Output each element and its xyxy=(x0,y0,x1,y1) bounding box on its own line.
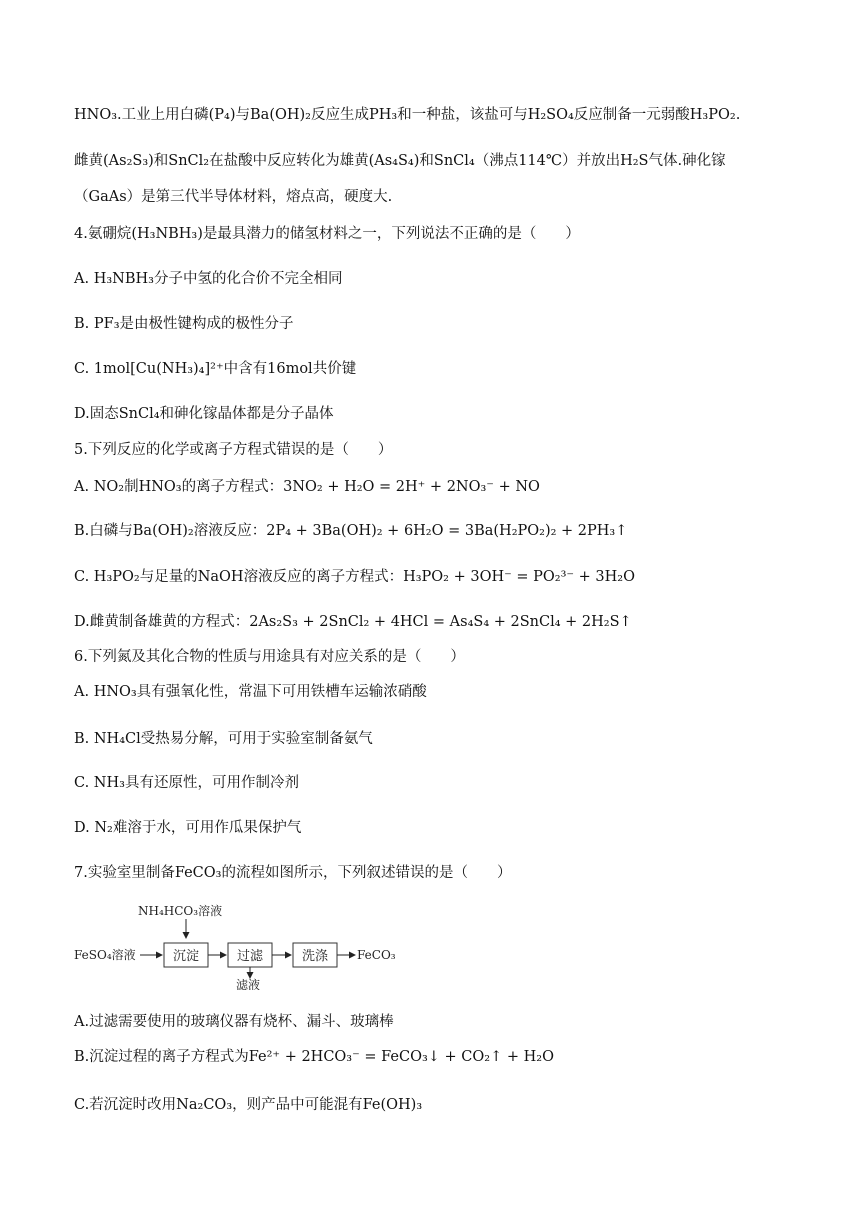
question-5-option-d: D.雌黄制备雄黄的方程式：2As₂S₃ + 2SnCl₂ + 4HCl = As₄S₄ + 2SnCl₄ + 2H₂S↑ xyxy=(74,614,632,630)
flow-byproduct-label: 滤液 xyxy=(236,978,261,990)
question-7-stem: 7.实验室里制备FeCO₃的流程如图所示，下列叙述错误的是（ ） xyxy=(74,865,512,881)
flowchart xyxy=(74,900,414,990)
question-6-option-c: C. NH₃具有还原性，可用作制冷剂 xyxy=(74,775,299,791)
question-5-option-a: A. NO₂制HNO₃的离子方程式：3NO₂ + H₂O = 2H⁺ + 2NO₃⁻ + NO xyxy=(74,479,540,495)
question-4-option-a: A. H₃NBH₃分子中氢的化合价不完全相同 xyxy=(74,271,343,287)
question-5-option-c: C. H₃PO₂与足量的NaOH溶液反应的离子方程式：H₃PO₂ + 3OH⁻ = PO₂³⁻ + 3H₂O xyxy=(74,569,635,585)
question-6-option-b: B. NH₄Cl受热易分解，可用于实验室制备氨气 xyxy=(74,731,373,747)
text-line: 雌黄(As₂S₃)和SnCl₂在盐酸中反应转化为雄黄(As₄S₄)和SnCl₄（沸点114℃）并放出H₂S气体.砷化镓 xyxy=(74,153,726,169)
question-6-option-d: D. N₂难溶于水，可用作瓜果保护气 xyxy=(74,820,302,836)
question-5-option-b: B.白磷与Ba(OH)₂溶液反应：2P₄ + 3Ba(OH)₂ + 6H₂O = 3Ba(H₂PO₂)₂ + 2PH₃↑ xyxy=(74,523,628,539)
flow-reagent-label: NH₄HCO₃溶液 xyxy=(138,904,223,918)
question-7-option-a: A.过滤需要使用的玻璃仪器有烧杯、漏斗、玻璃棒 xyxy=(74,1014,394,1030)
question-7-option-c: C.若沉淀时改用Na₂CO₃，则产品中可能混有Fe(OH)₃ xyxy=(74,1097,423,1113)
question-4-option-c: C. 1mol[Cu(NH₃)₄]²⁺中含有16mol共价键 xyxy=(74,361,357,377)
question-4-stem: 4.氨硼烷(H₃NBH₃)是最具潜力的储氢材料之一，下列说法不正确的是（ ） xyxy=(74,226,580,242)
flow-output-label: FeCO₃ xyxy=(357,948,396,962)
question-7-option-b: B.沉淀过程的离子方程式为Fe²⁺ + 2HCO₃⁻ = FeCO₃↓ + CO₂↑ + H₂O xyxy=(74,1049,554,1065)
question-4-option-d: D.固态SnCl₄和砷化镓晶体都是分子晶体 xyxy=(74,406,334,422)
flow-step-label: 沉淀 xyxy=(172,949,200,964)
flow-step-label: 过滤 xyxy=(236,949,264,964)
question-6-stem: 6.下列氮及其化合物的性质与用途具有对应关系的是（ ） xyxy=(74,649,465,665)
flow-step-label: 洗涤 xyxy=(301,949,329,964)
text-line: （GaAs）是第三代半导体材料，熔点高，硬度大. xyxy=(74,189,393,205)
question-4-option-b: B. PF₃是由极性键构成的极性分子 xyxy=(74,316,294,332)
question-5-stem: 5.下列反应的化学或离子方程式错误的是（ ） xyxy=(74,442,393,458)
text-line: HNO₃.工业上用白磷(P₄)与Ba(OH)₂反应生成PH₃和一种盐，该盐可与H₂SO₄反应制备一元弱酸H₃PO₂. xyxy=(74,107,741,123)
flow-input-label: FeSO₄溶液 xyxy=(74,948,136,962)
question-6-option-a: A. HNO₃具有强氧化性，常温下可用铁槽车运输浓硝酸 xyxy=(74,684,427,700)
